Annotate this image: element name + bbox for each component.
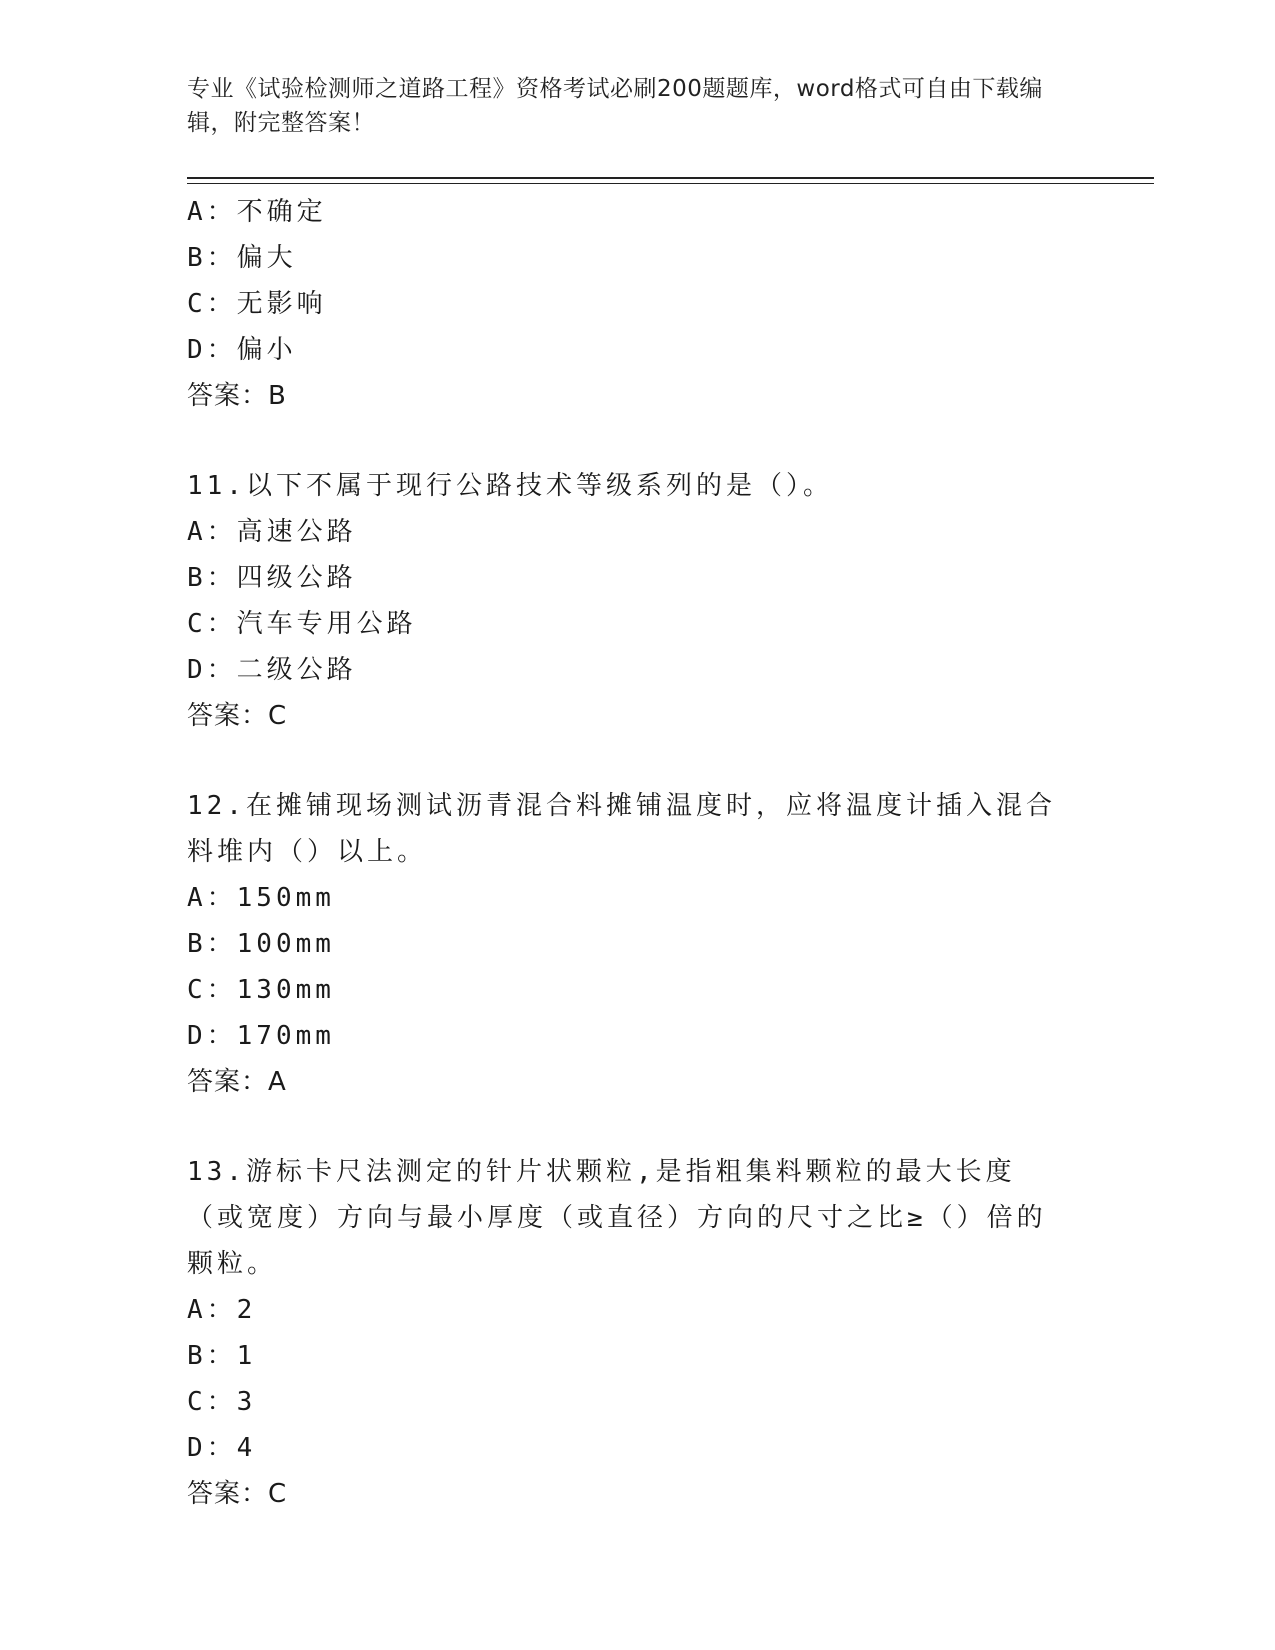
option-d: D：170mm bbox=[187, 1021, 335, 1051]
option-b: B：四级公路 bbox=[187, 563, 357, 593]
option-a: A：高速公路 bbox=[187, 517, 357, 547]
question-list bbox=[187, 189, 1087, 1517]
option-b: B：偏大 bbox=[187, 243, 297, 273]
header-rule-thin bbox=[187, 183, 1154, 184]
option-c: C：130mm bbox=[187, 975, 335, 1005]
option-b: B：100mm bbox=[187, 929, 335, 959]
question-11 bbox=[187, 463, 1087, 739]
option-c: C：无影响 bbox=[187, 289, 327, 319]
document-header: 专业《试验检测师之道路工程》资格考试必刷200题题库，word格式可自由下载编辑，附完整答案！ bbox=[187, 76, 1043, 136]
option-d: D：4 bbox=[187, 1433, 257, 1463]
question-stem: 13.游标卡尺法测定的针片状颗粒,是指粗集料颗粒的最大长度（或宽度）方向与最小厚度（或直径）方向的尺寸之比≥（）倍的颗粒。 bbox=[187, 1157, 1047, 1279]
option-a: A：2 bbox=[187, 1295, 257, 1325]
answer-line: 答案：C bbox=[187, 1479, 288, 1509]
option-c: C：3 bbox=[187, 1387, 257, 1417]
question-13 bbox=[187, 1149, 1087, 1517]
header-rule-thick bbox=[187, 177, 1154, 179]
option-b: B：1 bbox=[187, 1341, 257, 1371]
option-a: A：不确定 bbox=[187, 197, 327, 227]
option-d: D：二级公路 bbox=[187, 655, 357, 685]
option-a: A：150mm bbox=[187, 883, 335, 913]
option-d: D：偏小 bbox=[187, 335, 297, 365]
question-12 bbox=[187, 783, 1087, 1105]
question-stem: 12.在摊铺现场测试沥青混合料摊铺温度时，应将温度计插入混合料堆内（）以上。 bbox=[187, 791, 1056, 867]
answer-line: 答案：C bbox=[187, 701, 288, 731]
question-stem: 11.以下不属于现行公路技术等级系列的是（）。 bbox=[187, 471, 833, 501]
question-partial bbox=[187, 189, 1087, 419]
answer-line: 答案：A bbox=[187, 1067, 287, 1097]
answer-line: 答案：B bbox=[187, 381, 287, 411]
option-c: C：汽车专用公路 bbox=[187, 609, 417, 639]
